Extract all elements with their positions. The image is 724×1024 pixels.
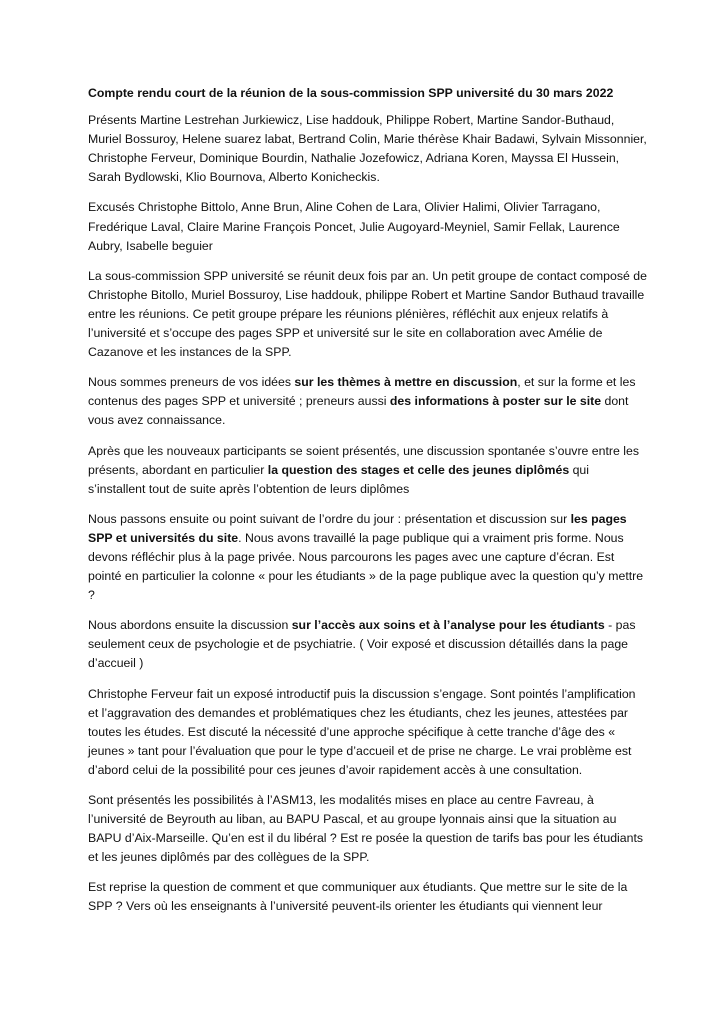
bold-run: sur l’accès aux soins et à l’analyse pour les étudiants xyxy=(291,618,605,633)
site-pages-paragraph xyxy=(88,510,648,605)
text-run: Nous passons ensuite ou point suivant de l’ordre du jour : présentation et discussion sur xyxy=(88,511,571,526)
internships-paragraph xyxy=(88,442,648,499)
structures-paragraph: Sont présentés les possibilités à l’ASM13, les modalités mises en place au centre Favreau, à l’université de Beyrouth au liban, au BAPU Pascal, et au groupe lyonnais ainsi que la situation au BAPU d’Aix-Marseille. Qu’en est il du libéral ? Est re posée la question de tarifs bas pour les étudiants et les jeunes diplômés par des collègues de la SPP. xyxy=(88,793,644,865)
bold-run: sur les thèmes à mettre en discussion xyxy=(294,375,518,390)
document-page xyxy=(88,84,648,928)
bold-run: les pages SPP et universités du site xyxy=(88,511,627,545)
communication-paragraph: Est reprise la question de comment et que communiquer aux étudiants. Que mettre sur le site de la SPP ? Vers où les enseignants à l’université peuvent-ils orienter les étudiants qui viennent leur xyxy=(88,880,628,914)
text-run: . Nous avons travaillé la page publique qui a vraiment pris forme. Nous devons réfléchir plus à la page privée. Nous parcourons les pages avec une capture d’écran. Est pointé en particulier la colonne « pour les étudiants » de la page publique avec la question qu’y mettre ? xyxy=(88,530,644,603)
suggestions-paragraph xyxy=(88,373,648,430)
text-run: Après que les nouveaux participants se soient présentés, une discussion spontanée s’ouvre entre les présents, abordant en particulier xyxy=(88,443,639,477)
attendees-paragraph: Présents Martine Lestrehan Jurkiewicz, Lise haddouk, Philippe Robert, Martine Sandor-Buthaud, Muriel Bossuroy, Helene suarez labat, Bertrand Colin, Marie thérèse Khair Badawi, Sylvain Missonnier, Christophe Ferveur, Dominique Bourdin, Nathalie Jozefowicz, Adriana Koren, Mayssa El Hussein, Sarah Bydlowski, Klio Bournova, Alberto Konicheckis. xyxy=(88,113,647,185)
text-run: dont vous avez connaissance. xyxy=(88,394,629,428)
text-run: , et sur la forme et les contenus des pages SPP et université ; preneurs aussi xyxy=(88,375,636,409)
text-run: qui s’installent tout de suite après l’obtention de leurs diplômes xyxy=(88,462,589,496)
intro-paragraph: La sous-commission SPP université se réunit deux fois par an. Un petit groupe de contact composé de Christophe Bitollo, Muriel Bossuroy, Lise haddouk, philippe Robert et Martine Sandor Buthaud travaille entre les réunions. Ce petit groupe prépare les réunions plénières, réfléchit aux enjeux relatifs à l’université et s’occupe des pages SPP et université sur le site en collaboration avec Amélie de Cazanove et les instances de la SPP. xyxy=(88,268,647,360)
bold-run: des informations à poster sur le site xyxy=(389,394,602,409)
excused-paragraph: Excusés Christophe Bittolo, Anne Brun, Aline Cohen de Lara, Olivier Halimi, Olivier Tarragano, Fredérique Laval, Claire Marine François Poncet, Julie Augoyard-Meyniel, Samir Fellak, Laurence Aubry, Isabelle beguier xyxy=(88,200,620,253)
care-access-paragraph xyxy=(88,616,648,673)
text-run: Nous sommes preneurs de vos idées xyxy=(88,375,295,390)
text-run: - pas seulement ceux de psychologie et de psychiatrie. ( Voir exposé et discussion détaillés dans la page d’accueil ) xyxy=(88,618,636,671)
bold-run: la question des stages et celle des jeunes diplômés xyxy=(267,462,570,477)
document-title: Compte rendu court de la réunion de la sous-commission SPP université du 30 mars 2022 xyxy=(88,86,614,100)
presentation-paragraph: Christophe Ferveur fait un exposé introductif puis la discussion s’engage. Sont pointés l’amplification et l’aggravation des demandes et problématiques chez les étudiants, chez les jeunes, attestées par toutes les études. Est discuté la nécessité d’une approche spécifique à cette tranche d’âge des « jeunes » tant pour l’évaluation que pour le type d’accueil et de prise ne charge. Le vrai problème est d’abord celui de la possibilité pour ces jeunes d’avoir rapidement accès à une consultation. xyxy=(88,686,636,777)
text-run: Nous abordons ensuite la discussion xyxy=(88,618,292,633)
